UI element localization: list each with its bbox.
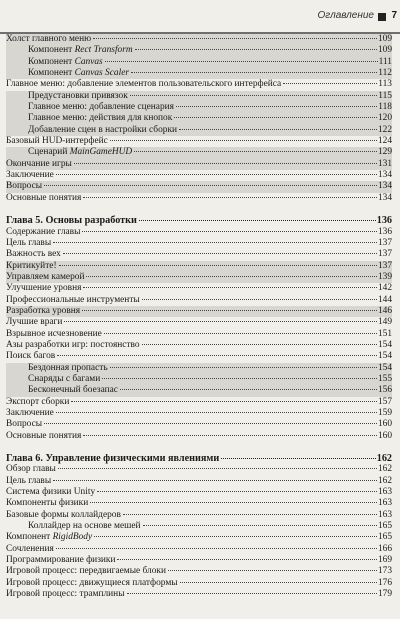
dot-leader: [221, 458, 376, 459]
dot-leader: [90, 502, 377, 503]
toc-page-number: 134: [377, 170, 392, 181]
toc-entry[interactable]: [6, 227, 392, 238]
toc-page-number: 124: [377, 136, 392, 147]
toc-page-number: 179: [377, 589, 392, 600]
toc-page-number: 169: [377, 555, 392, 566]
toc-entry-text: Глава 6. Управление физическими явлениями: [6, 453, 220, 465]
toc-page-number: 155: [377, 373, 392, 384]
toc-entry-title: [6, 102, 175, 113]
toc-entry-text: Снаряды с багами: [28, 373, 101, 384]
toc-entry-title: [6, 521, 142, 532]
toc-chapter-entry[interactable]: [6, 215, 392, 226]
toc-entry[interactable]: [6, 351, 392, 362]
toc-entry-title: [6, 193, 82, 204]
section-gap: [6, 442, 392, 453]
toc-entry-title: [6, 544, 55, 555]
toc-page-number: 137: [377, 260, 392, 271]
toc-entry-title: [6, 385, 119, 396]
toc-page-number: 162: [377, 475, 392, 486]
toc-entry-title: [6, 374, 101, 385]
toc-entry[interactable]: [6, 532, 392, 543]
toc-page-number: 154: [377, 362, 392, 373]
toc-entry[interactable]: [6, 159, 392, 170]
toc-entry[interactable]: [6, 363, 392, 374]
toc-page-number: 163: [377, 487, 392, 498]
toc-entry-text: Компоненты физики: [6, 498, 89, 509]
toc-entry[interactable]: [6, 102, 392, 113]
toc-entry-title: [6, 34, 92, 45]
dot-leader: [123, 514, 377, 515]
dot-leader: [63, 253, 377, 254]
toc-entry[interactable]: [6, 510, 392, 521]
toc-page-number: 165: [377, 521, 392, 532]
toc-entry[interactable]: [6, 193, 392, 204]
dot-leader: [56, 412, 377, 413]
toc-page-number: 176: [377, 577, 392, 588]
dot-leader: [104, 333, 377, 334]
dot-leader: [176, 106, 377, 107]
toc-entry[interactable]: [6, 408, 392, 419]
toc-entry[interactable]: [6, 295, 392, 306]
toc-entry-text: Заключение: [6, 170, 54, 181]
toc-page-number: 112: [378, 68, 392, 79]
toc-entry-title: [6, 147, 133, 158]
toc-entry-title: [6, 329, 103, 340]
toc-entry-text: Главное меню: добавление сценария: [28, 102, 174, 113]
toc-entry-title: [6, 408, 55, 419]
toc-page-number: 146: [377, 305, 392, 316]
toc-entry-title: [6, 464, 57, 475]
toc-page-number: 162: [376, 453, 392, 465]
toc-entry[interactable]: [6, 374, 392, 385]
toc-entry-text: Компонент: [6, 532, 53, 543]
dot-leader: [64, 321, 377, 322]
toc-entry-text: Окончание игры: [6, 158, 72, 169]
toc-entry[interactable]: [6, 419, 392, 430]
toc-entry-title: [6, 317, 63, 328]
toc-entry[interactable]: [6, 589, 392, 600]
toc-chapter-entry[interactable]: [6, 453, 392, 464]
toc-entry-title: [6, 113, 173, 124]
dot-leader: [74, 163, 377, 164]
toc-entry-italic-term: RigidBody: [52, 532, 93, 543]
toc-page-number: 131: [377, 158, 392, 169]
toc-entry-text: Базовые формы коллайдеров: [6, 509, 121, 520]
toc-entry-text: Важность вех: [6, 249, 61, 260]
toc-page-number: 137: [377, 237, 392, 248]
toc-entry[interactable]: [6, 91, 392, 102]
page-number: 7: [391, 10, 397, 21]
toc-page-number: 134: [377, 181, 392, 192]
toc-entry-text: Игровой процесс: движущиеся платформы: [6, 577, 178, 588]
toc-entry-title: [6, 261, 58, 272]
dot-leader: [110, 140, 377, 141]
dot-leader: [134, 151, 377, 152]
toc-entry-title: [6, 159, 73, 170]
toc-page-number: 136: [376, 215, 392, 227]
dot-leader: [83, 287, 377, 288]
dot-leader: [83, 197, 377, 198]
dot-leader: [130, 95, 378, 96]
toc-page-number: 115: [378, 90, 392, 101]
toc-page-number: 137: [377, 249, 392, 260]
dot-leader: [82, 310, 377, 311]
header-title: Оглавление: [317, 10, 374, 21]
toc-entry[interactable]: [6, 79, 392, 90]
toc-entry-text: Критикуйте!: [6, 260, 57, 271]
toc-entry[interactable]: [6, 329, 392, 340]
toc-entry[interactable]: [6, 147, 392, 158]
dot-leader: [142, 344, 377, 345]
dot-leader: [127, 593, 377, 594]
dot-leader: [180, 582, 377, 583]
toc-entry-text: Азы разработки игр: постоянство: [6, 339, 140, 350]
toc-entry-title: [6, 295, 141, 306]
toc-entry[interactable]: [6, 113, 392, 124]
dot-leader: [56, 548, 377, 549]
toc-entry[interactable]: [6, 272, 392, 283]
toc-page-number: 156: [377, 385, 392, 396]
dot-leader: [71, 401, 377, 402]
toc-entry[interactable]: [6, 306, 392, 317]
dot-leader: [93, 38, 377, 39]
toc-page-number: 165: [377, 532, 392, 543]
toc-entry-text: Взрывное исчезновение: [6, 328, 102, 339]
toc-entry-text: Сочленения: [6, 543, 54, 554]
toc-entry-title: [6, 136, 109, 147]
toc-entry[interactable]: [6, 170, 392, 181]
toc-page-number: 122: [377, 124, 392, 135]
toc-entry[interactable]: [6, 57, 392, 68]
toc-entry-text: Бесконечный боезапас: [28, 385, 118, 396]
toc-page-number: 151: [377, 328, 392, 339]
dot-leader: [105, 61, 378, 62]
toc-entry-text: Профессиональные инструменты: [6, 294, 140, 305]
toc-entry-title: [6, 68, 130, 79]
toc-page-number: 120: [377, 113, 392, 124]
toc-page-number: 109: [377, 45, 392, 56]
toc-entry-title: [6, 227, 81, 238]
toc-entry-text: Главное меню: добавление элементов пользовательского интерфейса: [6, 79, 282, 90]
dot-leader: [58, 468, 377, 469]
toc-entry-title: [6, 589, 126, 600]
toc-page-number: 160: [377, 430, 392, 441]
toc-page-number: 166: [377, 543, 392, 554]
toc-entry[interactable]: [6, 261, 392, 272]
toc-entry-title: [6, 363, 109, 374]
toc-entry-text: Программирование физики: [6, 555, 116, 566]
toc-page-number: 159: [377, 408, 392, 418]
toc-entry-italic-term: Rect Transform: [74, 45, 133, 56]
dot-leader: [139, 220, 376, 221]
toc-entry-text: Игровой процесс: трамплины: [6, 589, 125, 600]
toc-entry-title: [6, 566, 167, 577]
toc-entry[interactable]: [6, 566, 392, 577]
toc-entry-text: Улучшение уровня: [6, 283, 82, 294]
dot-leader: [135, 49, 377, 50]
toc-entry-italic-term: MainGameHUD: [69, 147, 133, 158]
toc-page-number: 129: [377, 147, 392, 158]
toc-entry-title: [6, 249, 62, 260]
toc-entry-text: Вопросы: [6, 419, 43, 430]
toc-entry-italic-term: Canvas: [74, 56, 103, 67]
toc-entry-text: Компонент: [28, 68, 75, 79]
toc-entry-text: Цель главы: [6, 237, 52, 248]
toc-page-number: 139: [377, 271, 392, 282]
toc-entry-title: [6, 431, 82, 442]
dot-leader: [44, 185, 377, 186]
toc-entry-title: [6, 476, 52, 487]
toc-entry[interactable]: [6, 431, 392, 442]
toc-entry[interactable]: [6, 521, 392, 532]
toc-entry-title: [6, 238, 52, 249]
toc-entry-text: Система физики Unity: [6, 487, 96, 498]
toc-entry[interactable]: [6, 125, 392, 136]
toc-entry[interactable]: [6, 249, 392, 260]
toc-entry-text: Лучшие враги: [6, 317, 63, 328]
dot-leader: [57, 355, 377, 356]
toc-page-number: 154: [377, 351, 392, 362]
toc-entry-text: Заключение: [6, 408, 54, 418]
toc-entry[interactable]: [6, 397, 392, 408]
toc-entry-title: [6, 215, 138, 226]
dot-leader: [44, 423, 377, 424]
dot-leader: [102, 378, 377, 379]
dot-leader: [117, 559, 376, 560]
toc-entry-text: Бездонная пропасть: [28, 362, 108, 373]
toc-entry-text: Управляем камерой: [6, 271, 85, 282]
section-gap: [6, 204, 392, 215]
toc-entry[interactable]: [6, 181, 392, 192]
dot-leader: [97, 491, 377, 492]
toc-entry-text: Добавление сцен в настройки сборки: [28, 124, 178, 135]
toc-entry[interactable]: [6, 317, 392, 328]
toc-entry-text: Поиск багов: [6, 351, 56, 362]
toc-entry-title: [6, 510, 122, 521]
toc-entry-text: Экспорт сборки: [6, 396, 70, 407]
toc-entry[interactable]: [6, 544, 392, 555]
dot-leader: [56, 174, 377, 175]
toc-page-number: 160: [377, 419, 392, 430]
toc-page-number: 163: [377, 498, 392, 509]
toc-entry[interactable]: [6, 487, 392, 498]
toc-entry-title: [6, 487, 96, 498]
toc-entry-text: Компонент: [28, 45, 75, 56]
toc-entry-title: [6, 419, 43, 430]
dot-leader: [131, 72, 377, 73]
toc-entry-title: [6, 91, 129, 102]
dot-leader: [86, 276, 376, 277]
toc-page-number: 173: [377, 566, 392, 577]
toc-page-number: 144: [377, 294, 392, 305]
dot-leader: [283, 83, 377, 84]
toc-page-number: 111: [378, 56, 392, 67]
toc-entry[interactable]: [6, 68, 392, 79]
dot-leader: [142, 299, 377, 300]
toc-entry-text: Предустановки привязок: [28, 90, 128, 101]
toc-entry-text: Основные понятия: [6, 430, 82, 441]
toc-entry-title: [6, 532, 93, 543]
toc-entry-text: Коллайдер на основе мешей: [28, 521, 141, 532]
toc-entry-italic-term: Canvas Scaler: [74, 68, 129, 79]
toc-entry-title: [6, 578, 179, 589]
toc-entry[interactable]: [6, 283, 392, 294]
toc-entry[interactable]: [6, 578, 392, 589]
toc-page-number: 109: [377, 34, 392, 44]
dot-leader: [94, 536, 377, 537]
dot-leader: [53, 242, 377, 243]
toc-entry-text: Главное меню: действия для кнопок: [28, 113, 173, 124]
toc-entry[interactable]: [6, 464, 392, 475]
table-of-contents: [6, 34, 392, 601]
toc-page-number: 162: [377, 464, 392, 475]
toc-entry-text: Разработка уровня: [6, 305, 81, 316]
toc-entry[interactable]: [6, 136, 392, 147]
toc-page-number: 113: [378, 79, 392, 90]
toc-page-number: 134: [377, 192, 392, 203]
toc-page-number: 157: [377, 396, 392, 407]
toc-entry-text: Глава 5. Основы разработки: [6, 215, 137, 227]
dot-leader: [120, 389, 377, 390]
toc-entry-title: [6, 351, 56, 362]
toc-entry-title: [6, 340, 141, 351]
toc-page-number: 142: [377, 283, 392, 294]
toc-entry[interactable]: [6, 340, 392, 351]
toc-entry-title: [6, 45, 134, 56]
toc-entry-title: [6, 125, 178, 136]
toc-entry[interactable]: [6, 498, 392, 509]
toc-entry-text: Обзор главы: [6, 464, 56, 475]
toc-entry-text: Игровой процесс: передвигаемые блоки: [6, 566, 166, 577]
toc-page-number: 149: [377, 317, 392, 328]
toc-entry-text: Содержание главы: [6, 226, 81, 237]
dot-leader: [110, 367, 377, 368]
toc-entry-title: [6, 272, 85, 283]
header-square-mark: [378, 13, 386, 21]
toc-entry-title: [6, 170, 55, 181]
toc-entry[interactable]: [6, 555, 392, 566]
dot-leader: [174, 117, 377, 118]
dot-leader: [179, 129, 377, 130]
toc-entry-text: Цель главы: [6, 475, 52, 486]
toc-entry-text: Компонент: [28, 56, 75, 67]
toc-entry[interactable]: [6, 476, 392, 487]
running-header: [0, 10, 400, 24]
dot-leader: [59, 265, 377, 266]
dot-leader: [83, 435, 377, 436]
toc-entry-title: [6, 397, 70, 408]
toc-entry-title: [6, 555, 116, 566]
toc-page-number: 136: [377, 226, 392, 237]
toc-page-number: 163: [377, 509, 392, 520]
toc-entry-text: Вопросы: [6, 181, 43, 192]
toc-entry-title: [6, 283, 82, 294]
toc-entry-title: [6, 57, 104, 68]
dot-leader: [168, 570, 377, 571]
toc-entry[interactable]: [6, 385, 392, 396]
toc-entry-title: [6, 453, 220, 464]
toc-entry[interactable]: [6, 34, 392, 45]
toc-entry-title: [6, 181, 43, 192]
toc-entry[interactable]: [6, 238, 392, 249]
toc-entry-title: [6, 79, 282, 90]
toc-page-number: 154: [377, 339, 392, 350]
toc-entry-text: Основные понятия: [6, 192, 82, 203]
toc-entry-text: Сценарий: [28, 147, 70, 158]
toc-entry-title: [6, 498, 89, 509]
toc-page-number: 118: [378, 102, 392, 113]
toc-entry-title: [6, 306, 81, 317]
toc-entry-text: Холст главного меню: [6, 34, 92, 44]
dot-leader: [82, 231, 377, 232]
toc-entry[interactable]: [6, 45, 392, 56]
toc-entry-text: Базовый HUD-интерфейс: [6, 136, 108, 147]
dot-leader: [143, 525, 377, 526]
dot-leader: [53, 480, 377, 481]
